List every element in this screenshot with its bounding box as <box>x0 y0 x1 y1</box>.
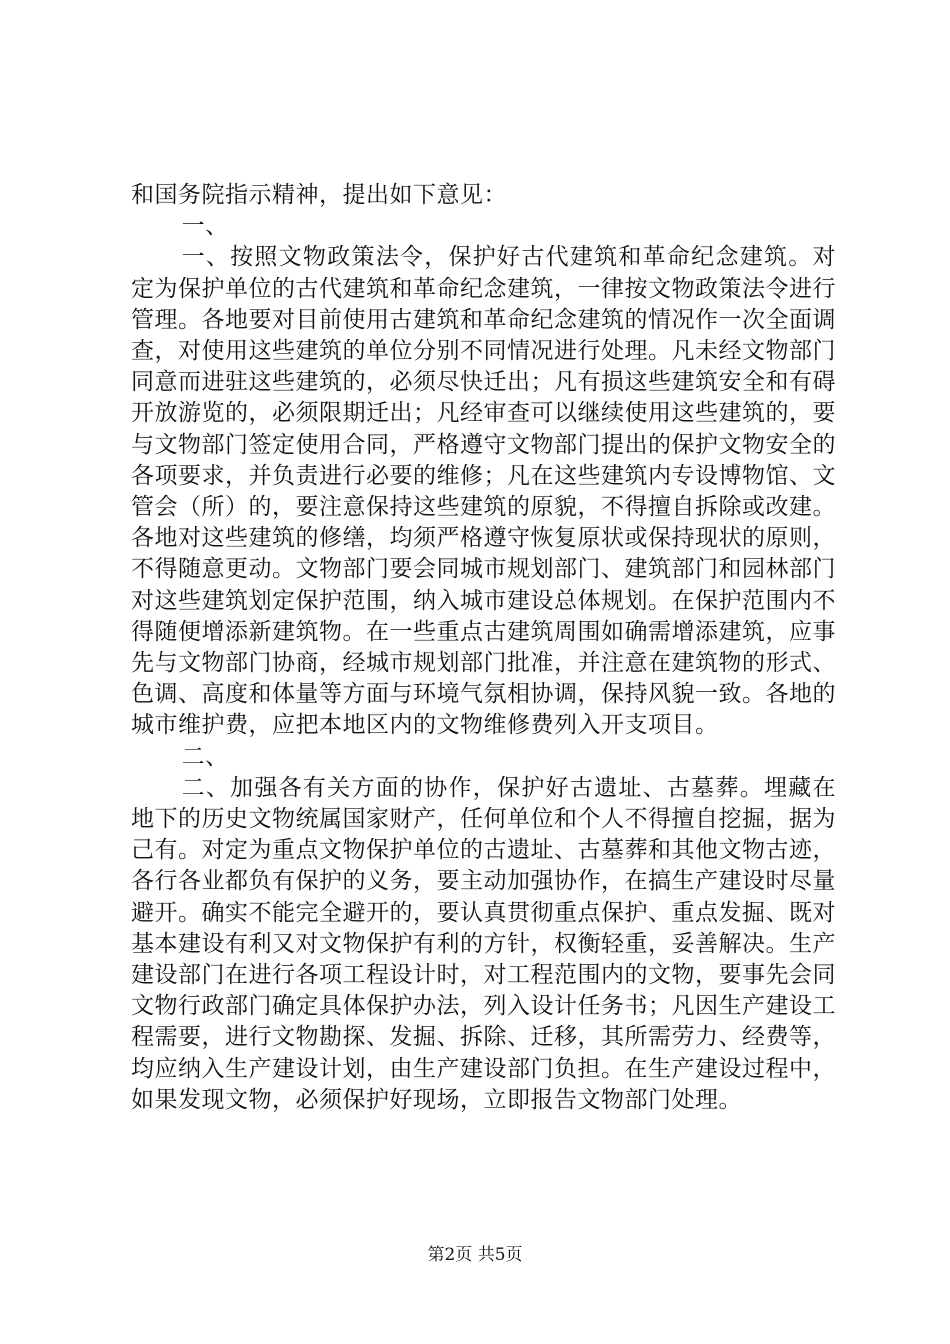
page-indicator: 第2页 共5页 <box>427 1245 523 1265</box>
intro-paragraph: 和国务院指示精神，提出如下意见： <box>131 182 507 208</box>
section-heading-2: 二、 <box>181 743 229 770</box>
page-footer <box>0 1245 950 1265</box>
section-heading-1: 一、 <box>181 213 229 240</box>
section-1-paragraph: 一、按照文物政策法令，保护好古代建筑和革命纪念建筑。对定为保护单位的古代建筑和革命纪念建筑，一律按文物政策法令进行管理。各地要对目前使用古建筑和革命纪念建筑的情况作一次全面调查，对使用这些建筑的单位分别不同情况进行处理。凡未经文物部门同意而进驻这些建筑的，必须尽快迁出；凡有损这些建筑安全和有碍开放游览的，必须限期迁出；凡经审查可以继续使用这些建筑的，要与文物部门签定使用合同，严格遵守文物部门提出的保护文物安全的各项要求，并负责进行必要的维修；凡在这些建筑内专设博物馆、文管会（所）的，要注意保持这些建筑的原貌，不得擅自拆除或改建。各地对这些建筑的修缮，均须严格遵守恢复原状或保持现状的原则，不得随意更动。文物部门要会同城市规划部门、建筑部门和园林部门对这些建筑划定保护范围，纳入城市建设总体规划。在保护范围内不得随便增添新建筑物。在一些重点古建筑周围如确需增添建筑，应事先与文物部门协商，经城市规划部门批准，并注意在建筑物的形式、色调、高度和体量等方面与环境气氛相协调，保持风貌一致。各地的城市维护费，应把本地区内的文物维修费列入开支项目。 <box>131 244 836 739</box>
section-2-paragraph: 二、加强各有关方面的协作，保护好古遗址、古墓葬。埋藏在地下的历史文物统属国家财产，任何单位和个人不得擅自挖掘，据为己有。对定为重点文物保护单位的古遗址、古墓葬和其他文物古迹，各行各业都负有保护的义务，要主动加强协作，在搞生产建设时尽量避开。确实不能完全避开的，要认真贯彻重点保护、重点发掘、既对基本建设有利又对文物保护有利的方针，权衡轻重，妥善解决。生产建设部门在进行各项工程设计时，对工程范围内的文物，要事先会同文物行政部门确定具体保护办法，列入设计任务书；凡因生产建设工程需要，进行文物勘探、发掘、拆除、迁移，其所需劳力、经费等，均应纳入生产建设计划，由生产建设部门负担。在生产建设过程中，如果发现文物，必须保护好现场，立即报告文物部门处理。 <box>131 774 836 1113</box>
document-body <box>131 180 836 1116</box>
